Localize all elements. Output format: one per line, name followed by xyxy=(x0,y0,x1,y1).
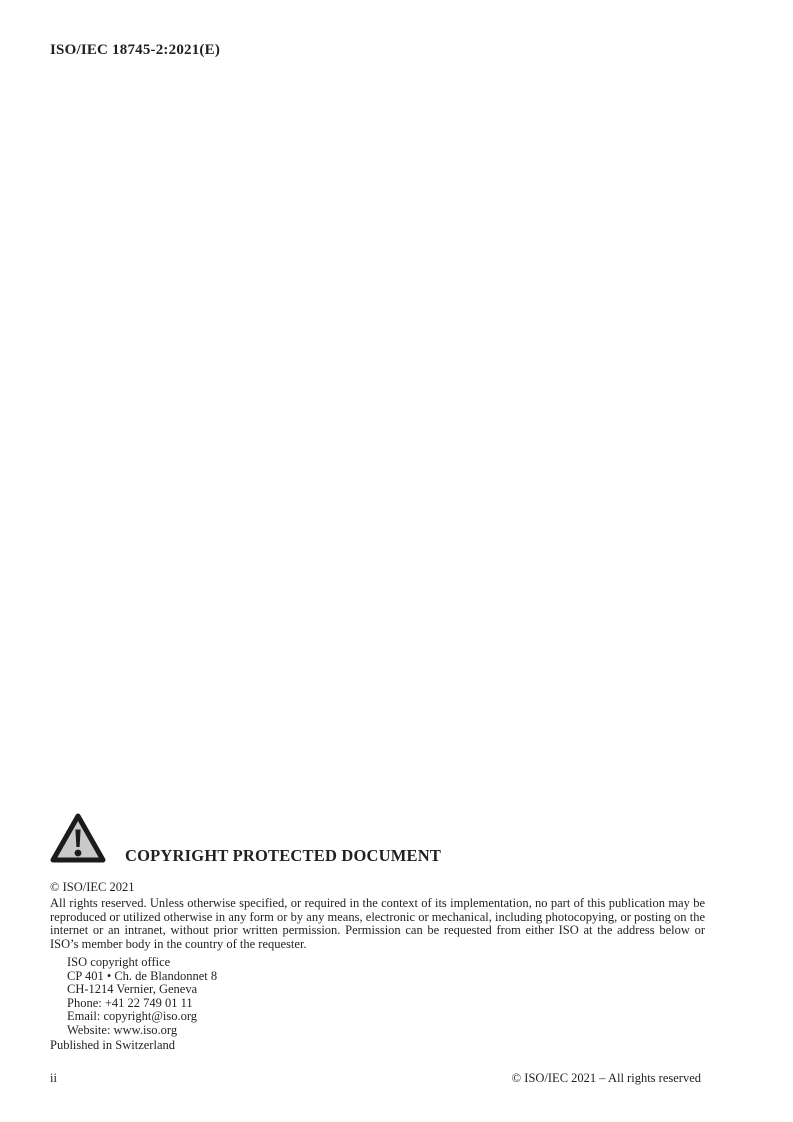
footer-copyright-notice: © ISO/IEC 2021 – All rights reserved xyxy=(511,1071,701,1085)
warning-triangle-icon xyxy=(49,811,107,866)
document-number-header: ISO/IEC 18745-2:2021(E) xyxy=(50,42,221,58)
address-line-office: ISO copyright office xyxy=(67,955,171,969)
address-line-website: Website: www.iso.org xyxy=(67,1022,178,1037)
copyright-notice-paragraph: All rights reserved. Unless otherwise specified, or required in the context of its implementation, no part of this publication may be reproduced or utilized otherwise in any form or by any means, electronic or mechanical, including photocopying, or posting on the internet or an intranet, without prior written permission. Permission can be requested from either ISO at the address below or ISO’s member body in the country of the requester. xyxy=(50,896,705,951)
address-line-phone: Phone: +41 22 749 01 11 xyxy=(67,995,193,1010)
iso-address-block xyxy=(67,956,217,1038)
copyright-year-line: © ISO/IEC 2021 xyxy=(50,880,135,894)
published-in-line: Published in Switzerland xyxy=(50,1038,175,1052)
address-line-street: CP 401 • Ch. de Blandonnet 8 xyxy=(67,968,218,983)
address-line-city: CH-1214 Vernier, Geneva xyxy=(67,982,198,997)
address-line-email: Email: copyright@iso.org xyxy=(67,1009,198,1024)
footer-page-number: ii xyxy=(50,1071,57,1085)
copyright-protected-title: COPYRIGHT PROTECTED DOCUMENT xyxy=(125,846,442,865)
